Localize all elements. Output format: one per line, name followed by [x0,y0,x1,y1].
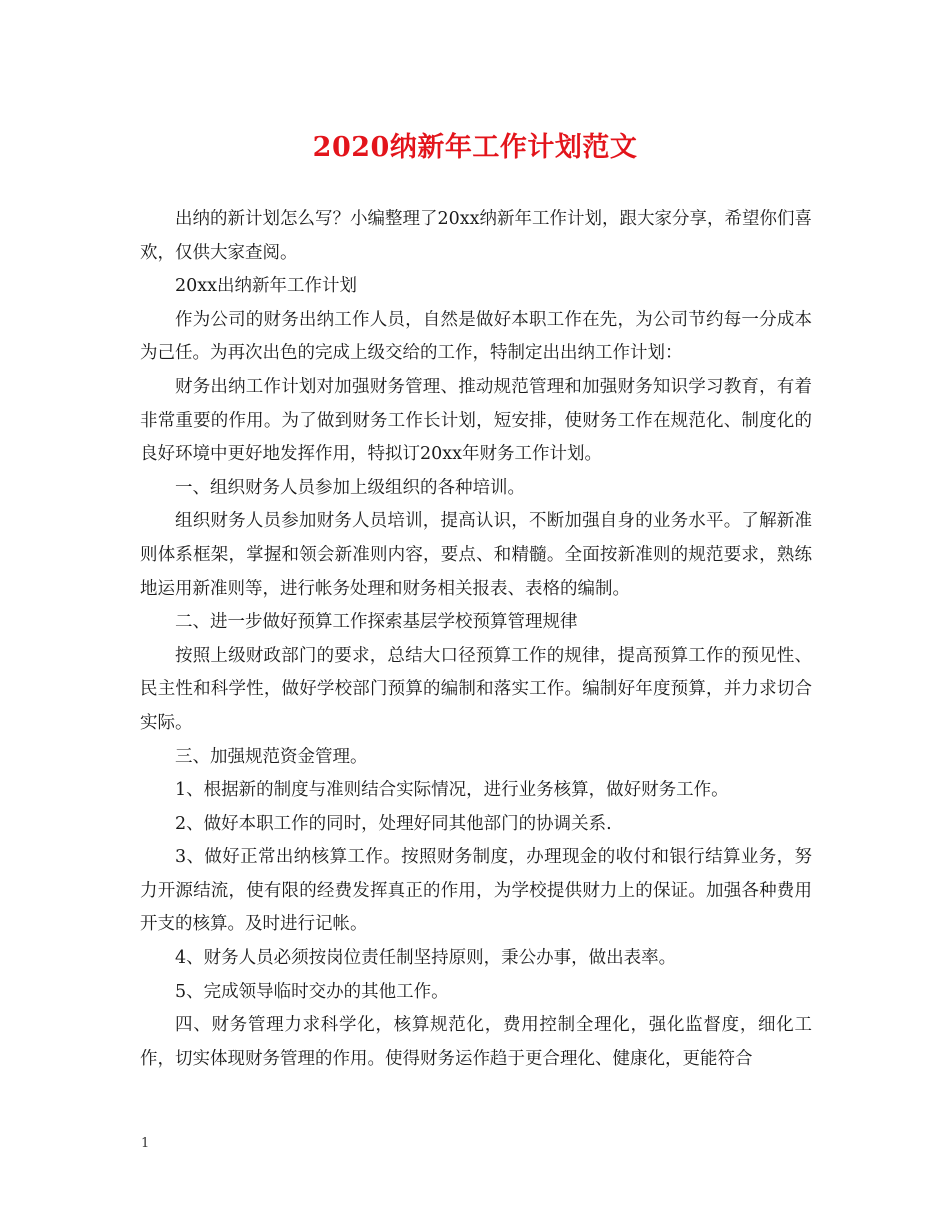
paragraph: 作为公司的财务出纳工作人员，自然是做好本职工作在先，为公司节约每一分成本为己任。为再次出色的完成上级交给的工作，特制定出出纳工作计划： [140,309,812,364]
page-number: 1 [141,1136,150,1151]
document-body [140,203,812,1076]
paragraph: 组织财务人员参加财务人员培训，提高认识，不断加强自身的业务水平。了解新准则体系框架，掌握和领会新准则内容，要点、和精髓。全面按新准则的规范要求，熟练地运用新准则等，进行帐务处理和财务相关报表、表格的编制。 [140,511,812,599]
section-heading-2: 二、进一步做好预算工作探索基层学校预算管理规律 [175,612,578,633]
paragraph-subtitle: 20xx出纳新年工作计划 [175,276,358,297]
paragraph: 按照上级财政部门的要求，总结大口径预算工作的规律，提高预算工作的预见性、民主性和科学性，做好学校部门预算的编制和落实工作。编制好年度预算，并力求切合实际。 [140,645,812,733]
list-item: 3、做好正常出纳核算工作。按照财务制度，办理现金的收付和银行结算业务，努力开源结流，使有限的经费发挥真正的作用，为学校提供财力上的保证。加强各种费用开支的核算。及时进行记帐。 [140,847,812,935]
list-item: 5、完成领导临时交办的其他工作。 [175,981,449,1002]
paragraph: 财务出纳工作计划对加强财务管理、推动规范管理和加强财务知识学习教育，有着非常重要的作用。为了做到财务工作长计划，短安排，使财务工作在规范化、制度化的良好环境中更好地发挥作用，特拟订20xx年财务工作计划。 [140,376,812,465]
section-heading-1: 一、组织财务人员参加上级组织的各种培训。 [175,477,525,498]
list-item: 4、财务人员必须按岗位责任制坚持原则，秉公办事，做出表率。 [175,948,677,969]
section-heading-4: 四、财务管理力求科学化，核算规范化，费用控制全理化，强化监督度，细化工作，切实体现财务管理的作用。使得财务运作趋于更合理化、健康化，更能符合 [140,1015,812,1069]
list-item: 2、做好本职工作的同时，处理好同其他部门的协调关系. [175,813,612,834]
list-item: 1、根据新的制度与准则结合实际情况，进行业务核算，做好财务工作。 [175,780,729,801]
paragraph-intro: 出纳的新计划怎么写？小编整理了20xx纳新年工作计划，跟大家分享，希望你们喜欢，仅供大家查阅。 [140,209,813,263]
section-heading-3: 三、加强规范资金管理。 [175,746,368,767]
document-title: 2020纳新年工作计划范文 [312,132,638,163]
